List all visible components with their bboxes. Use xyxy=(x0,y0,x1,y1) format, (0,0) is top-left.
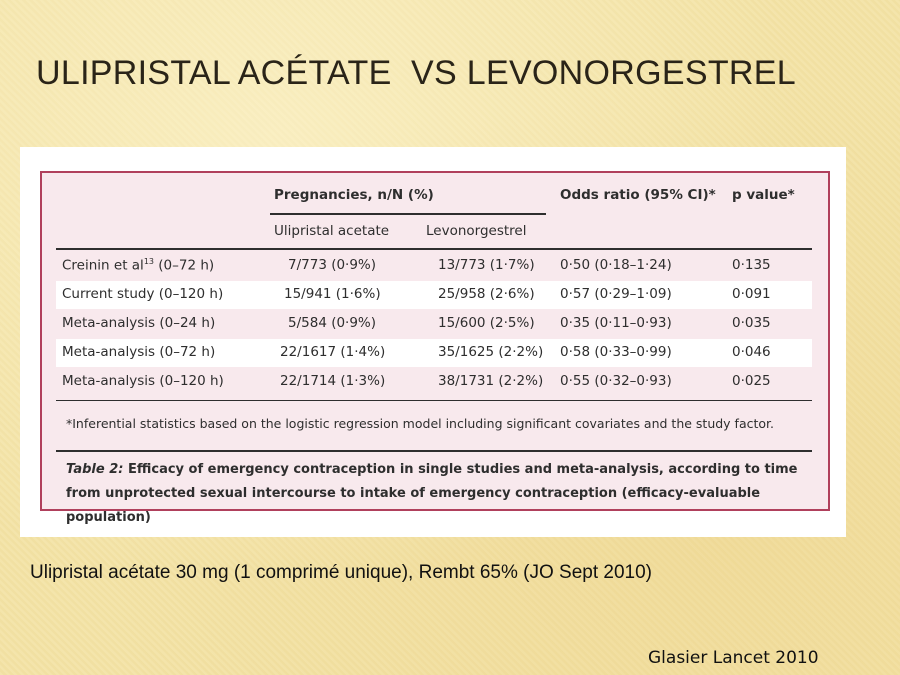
table-row xyxy=(56,281,812,309)
drug-note: Ulipristal acétate 30 mg (1 comprimé unique), Rembt 65% (JO Sept 2010) xyxy=(30,562,652,583)
table-frame xyxy=(40,171,830,525)
odds-ratio-cell: 0·58 (0·33–0·99) xyxy=(560,344,672,360)
study-cell: Meta-analysis (0–120 h) xyxy=(62,373,224,389)
header-ulipristal: Ulipristal acetate xyxy=(274,223,390,239)
levonorgestrel-cell: 35/1625 (2·2%) xyxy=(438,344,544,360)
table-row xyxy=(56,310,812,338)
levonorgestrel-cell: 13/773 (1·7%) xyxy=(438,257,535,273)
p-value-cell: 0·035 xyxy=(732,315,771,331)
caption-top-rule xyxy=(56,450,812,452)
table-footnote: *Inferential statistics based on the logistic regression model including significant covariates and the study factor. xyxy=(66,416,774,431)
p-value-cell: 0·025 xyxy=(732,373,771,389)
study-cell: Creinin et $al^{13}$ (0–72 h) xyxy=(62,257,215,274)
body-bottom-rule xyxy=(56,400,812,401)
header-p-value: p value* xyxy=(732,187,795,203)
p-value-cell: 0·135 xyxy=(732,257,771,273)
p-value-cell: 0·046 xyxy=(732,344,771,360)
header-pregnancies: Pregnancies, n/N (%) xyxy=(274,187,434,203)
levonorgestrel-cell: 15/600 (2·5%) xyxy=(438,315,535,331)
header-bottom-rule xyxy=(56,248,812,250)
ulipristal-cell: 15/941 (1·6%) xyxy=(284,286,381,302)
study-cell: Meta-analysis (0–72 h) xyxy=(62,344,216,360)
caption-text: Efficacy of emergency contraception in single studies and meta-analysis, according to time from unprotected sexual intercourse to intake of emergency contraception (efficacy-evaluable population) xyxy=(66,462,798,525)
ulipristal-cell: 5/584 (0·9%) xyxy=(288,315,377,331)
odds-ratio-cell: 0·50 (0·18–1·24) xyxy=(560,257,672,273)
study-cell: Meta-analysis (0–24 h) xyxy=(62,315,216,331)
levonorgestrel-cell: 25/958 (2·6%) xyxy=(438,286,535,302)
ulipristal-cell: 22/1617 (1·4%) xyxy=(280,344,386,360)
odds-ratio-cell: 0·57 (0·29–1·09) xyxy=(560,286,672,302)
table-caption xyxy=(66,458,816,530)
table-figure xyxy=(20,147,846,537)
header-odds-ratio: Odds ratio (95% CI)* xyxy=(560,187,716,203)
p-value-cell: 0·091 xyxy=(732,286,771,302)
slide-title: ULIPRISTAL ACÉTATE VS LEVONORGESTREL xyxy=(36,54,796,92)
citation: Glasier Lancet 2010 xyxy=(648,648,819,668)
header-group-rule xyxy=(270,213,546,215)
ulipristal-cell: 7/773 (0·9%) xyxy=(288,257,377,273)
header-levonorgestrel: Levonorgestrel xyxy=(426,223,527,239)
levonorgestrel-cell: 38/1731 (2·2%) xyxy=(438,373,544,389)
odds-ratio-cell: 0·35 (0·11–0·93) xyxy=(560,315,672,331)
ulipristal-cell: 22/1714 (1·3%) xyxy=(280,373,386,389)
table-row xyxy=(56,368,812,396)
study-cell: Current study (0–120 h) xyxy=(62,286,224,302)
table-row xyxy=(56,252,812,280)
odds-ratio-cell: 0·55 (0·32–0·93) xyxy=(560,373,672,389)
table-row xyxy=(56,339,812,367)
caption-label: Table 2: xyxy=(66,462,124,477)
